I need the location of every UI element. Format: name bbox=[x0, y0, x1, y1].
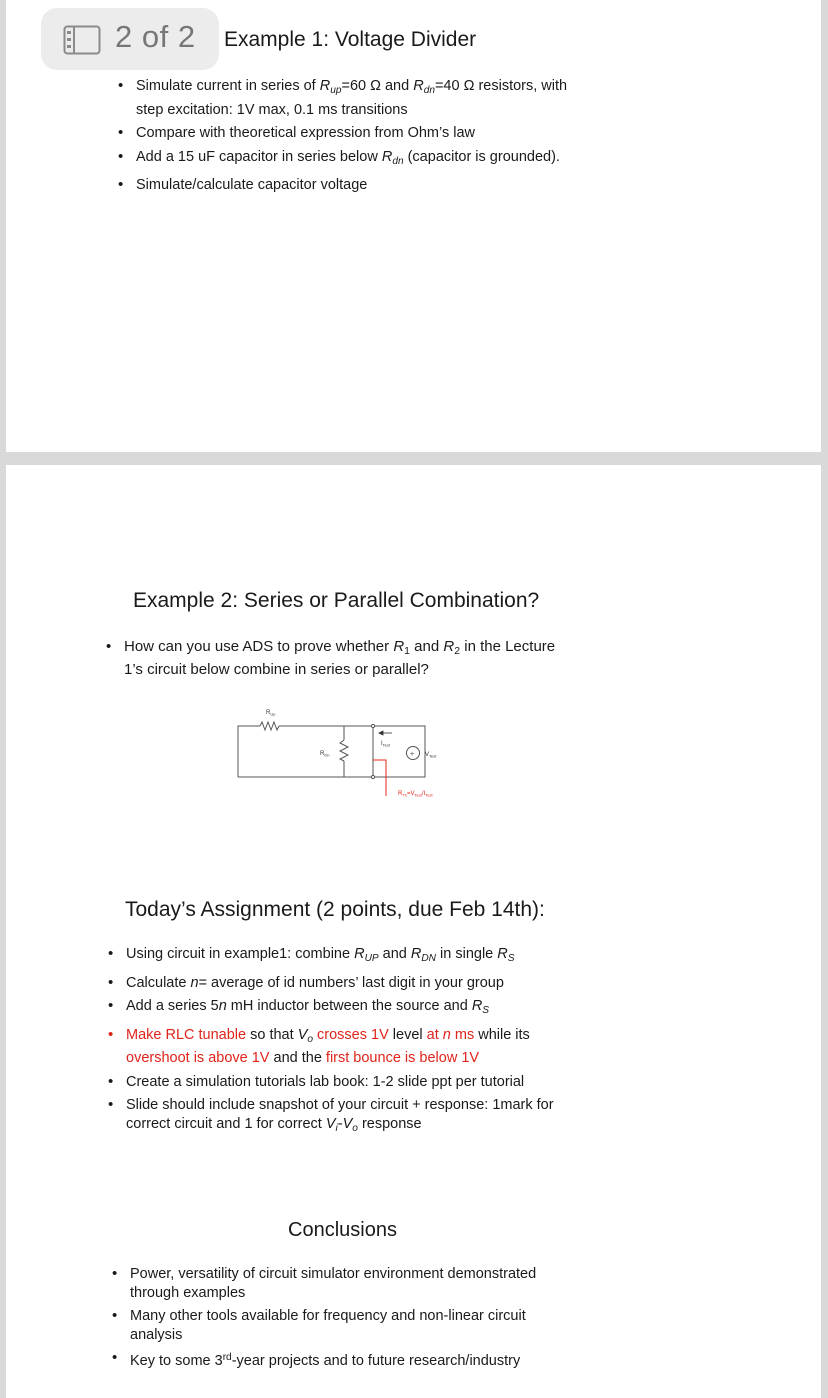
terminal-dot bbox=[371, 724, 374, 727]
conclusions-title: Conclusions bbox=[288, 1219, 397, 1241]
list-item: • Compare with theoretical expression from Ohm’s law bbox=[118, 124, 588, 143]
list-item: • Create a simulation tutorials lab book: 1-2 slide ppt per tutorial bbox=[108, 1073, 578, 1092]
list-item: • Add a 15 uF capacitor in series below $R_{dn}$ (capacitor is grounded). bbox=[118, 148, 588, 172]
circuit-wire bbox=[238, 726, 425, 777]
example2-title: Example 2: Series or Parallel Combination? bbox=[133, 589, 540, 612]
list-item: • Using circuit in example1: combine $R_{UP}$ and $R_{DN}$ in single $R_S$ bbox=[108, 945, 578, 969]
list-item: • Many other tools available for frequency and non-linear circuit analysis bbox=[112, 1307, 582, 1344]
circuit-wire bbox=[238, 726, 260, 777]
example2-bullets bbox=[106, 638, 556, 684]
rdn-label: $R_{Dn}$ bbox=[320, 751, 330, 758]
assignment-title: Today’s Assignment (2 points, due Feb 14th): bbox=[125, 898, 545, 921]
assignment-bullets bbox=[108, 945, 578, 1143]
vtest-label: $V_{Test}$ bbox=[425, 752, 437, 759]
list-item: • How can you use ADS to prove whether $R_1$ and $R_2$ in the Lecture 1’s circuit below combine in series or parallel? bbox=[106, 638, 556, 679]
rdn-resistor bbox=[340, 740, 348, 761]
terminal-dot bbox=[371, 775, 374, 778]
list-item: • Add a series 5n mH inductor between the source and $R_S$ bbox=[108, 997, 578, 1021]
pages-icon bbox=[63, 25, 101, 55]
current-arrow bbox=[379, 731, 383, 735]
rth-label: $R_{Th}=V_{Test}/I_{Test}$ bbox=[398, 791, 433, 798]
list-item: • Slide should include snapshot of your circuit + response: 1mark for correct circuit and 1 for correct $V_i-V_o$ response bbox=[108, 1096, 578, 1138]
circuit-diagram bbox=[230, 700, 500, 800]
rup-label: $R_{Up}$ bbox=[266, 710, 276, 717]
list-item: • Simulate current in series of $R_{up}=60$ Ω and $R_{dn}=40$ Ω resistors, with step excitation: 1V max, 0.1 ms transitions bbox=[118, 77, 588, 119]
rup-resistor bbox=[260, 722, 279, 730]
conclusions-bullets bbox=[112, 1265, 582, 1376]
slide1-title: Example 1: Voltage Divider bbox=[224, 28, 477, 51]
rth-probe bbox=[373, 760, 386, 796]
list-item: • Make RLC tunable so that $V_o$ crosses 1V level at n ms while its overshoot is above 1V and the first bounce is below 1V bbox=[108, 1026, 578, 1068]
itest-label: $I_{Test}$ bbox=[381, 741, 391, 748]
plus-sign: + bbox=[410, 751, 415, 758]
list-item: • Calculate n= average of id numbers’ last digit in your group bbox=[108, 974, 578, 993]
list-item: • Simulate/calculate capacitor voltage bbox=[118, 176, 588, 195]
list-item: • Power, versatility of circuit simulator environment demonstrated through examples bbox=[112, 1265, 582, 1302]
list-item: • Key to some 3rd-year projects and to future research/industry bbox=[112, 1349, 582, 1371]
slide1-bullets bbox=[118, 77, 588, 200]
page-count: 2 of 2 bbox=[115, 19, 196, 54]
